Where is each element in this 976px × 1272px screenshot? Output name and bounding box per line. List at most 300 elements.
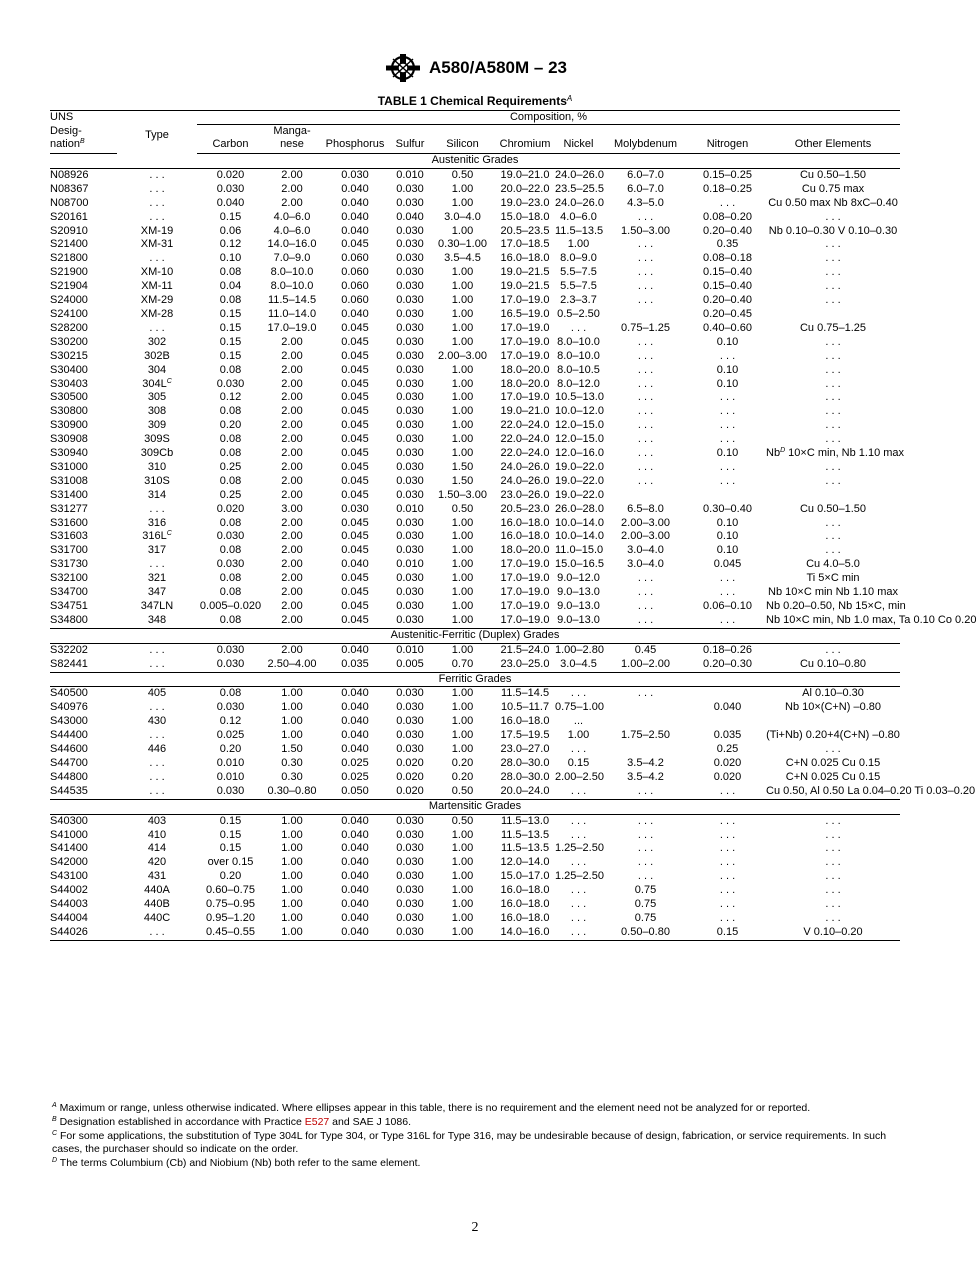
cell-text: 0.030 <box>396 544 424 557</box>
chromium-cell <box>495 729 555 743</box>
cell-text: N08367 <box>50 182 89 195</box>
manganese-cell <box>264 530 320 544</box>
chromium-cell <box>495 687 555 701</box>
cell-text: V 0.10–0.20 <box>803 925 863 938</box>
cell-text: 8.0–10.0 <box>270 280 314 293</box>
cell-text: 0.25 <box>219 488 242 501</box>
uns-cell <box>50 280 117 294</box>
other-elements-cell <box>766 391 900 405</box>
cell-text: 1.00 <box>451 447 474 460</box>
cell-text: 0.030 <box>396 884 424 897</box>
phosphorus-cell <box>320 419 390 433</box>
carbon-cell <box>197 447 264 461</box>
carbon-cell <box>197 870 264 884</box>
type-cell <box>117 701 197 715</box>
type-cell <box>117 558 197 572</box>
cell-text: 0.030 <box>396 391 424 404</box>
carbon-cell <box>197 294 264 308</box>
manganese-cell <box>264 378 320 392</box>
cell-text: . . . <box>719 433 736 446</box>
cell-text: 0.040 <box>396 210 424 223</box>
cell-text: 347LN <box>140 600 174 612</box>
cell-text: 6.5–8.0 <box>627 502 664 515</box>
cell-text: . . . <box>149 701 165 714</box>
sulfur-cell <box>390 280 430 294</box>
cell-text: 1.00 <box>451 743 474 756</box>
cell-text: 0.045 <box>341 349 369 362</box>
cell-text: 0.030 <box>396 715 424 728</box>
table-row <box>50 461 900 475</box>
chromium-cell <box>495 168 555 182</box>
type-cell <box>117 771 197 785</box>
nitrogen-cell <box>689 168 766 182</box>
nickel-cell <box>555 517 602 531</box>
nickel-cell <box>555 814 602 828</box>
cell-text: Nb <box>766 447 781 460</box>
cell-text: 17.0–19.0 <box>500 391 550 404</box>
cell-text: 0.030 <box>396 224 424 237</box>
sulfur-cell <box>390 572 430 586</box>
molybdenum-cell <box>602 266 689 280</box>
chromium-cell <box>495 715 555 729</box>
carbon-cell <box>197 308 264 322</box>
cell-text: . . . <box>825 898 841 911</box>
cell-text: 1.00 <box>281 729 303 742</box>
carbon-cell <box>197 898 264 912</box>
cell-text: 0.75 <box>634 911 657 924</box>
cell-text: S31008 <box>50 474 88 487</box>
silicon-cell <box>430 926 495 940</box>
sulfur-cell <box>390 378 430 392</box>
sulfur-cell <box>390 842 430 856</box>
molybdenum-cell <box>602 544 689 558</box>
cell-text: 1.00 <box>567 238 590 251</box>
cell-text: S43100 <box>50 870 88 883</box>
nickel-cell <box>555 600 602 614</box>
cell-text: 0.045 <box>341 600 369 612</box>
cell-text: 0.030 <box>396 474 424 487</box>
cell-text: 1.50–3.00 <box>621 224 670 237</box>
nickel-cell <box>555 489 602 503</box>
cell-text: 0.040 <box>341 898 369 911</box>
cell-text: 2.00 <box>281 391 303 404</box>
manganese-cell <box>264 211 320 225</box>
cell-text: XM-31 <box>140 238 174 251</box>
cell-text: 0.040 <box>341 814 369 827</box>
silicon-cell <box>430 884 495 898</box>
nickel-cell <box>555 558 602 572</box>
phosphorus-cell <box>320 336 390 350</box>
chromium-cell <box>495 419 555 433</box>
carbon-cell <box>197 785 264 799</box>
cell-text: 3.0–4.5 <box>560 657 597 670</box>
phosphorus-cell <box>320 252 390 266</box>
chromium-cell <box>495 378 555 392</box>
other-elements-cell <box>766 842 900 856</box>
type-cell <box>117 715 197 729</box>
cell-text: 0.75 <box>634 884 657 897</box>
cell-text: . . . <box>825 460 841 473</box>
cell-text: 2.00 <box>281 349 303 362</box>
manganese-cell <box>264 489 320 503</box>
silicon-cell <box>430 643 495 657</box>
cell-text: S34751 <box>50 600 88 612</box>
cell-text: . . . <box>719 911 736 924</box>
cell-text: 0.030 <box>396 252 424 265</box>
phosphorus-cell <box>320 517 390 531</box>
page-header <box>0 48 950 88</box>
carbon-cell <box>197 405 264 419</box>
type-cell <box>117 308 197 322</box>
cell-text: 302B <box>144 349 170 362</box>
cell-text: 0.030 <box>396 856 424 869</box>
cell-text: 0.050 <box>341 784 369 797</box>
carbon-cell <box>197 183 264 197</box>
chromium-cell <box>495 829 555 843</box>
cell-text: 0.18–0.26 <box>703 643 752 656</box>
cell-text: 0.10 <box>716 544 739 557</box>
cell-text: . . . <box>637 419 654 432</box>
cell-text: S44003 <box>50 898 88 911</box>
cell-text: . . . <box>637 252 654 265</box>
type-cell <box>117 600 197 614</box>
uns-cell <box>50 475 117 489</box>
nitrogen-cell <box>689 600 766 614</box>
chromium-cell <box>495 743 555 757</box>
uns-cell <box>50 926 117 940</box>
cell-text: 24.0–26.0 <box>555 168 604 181</box>
other-elements-cell <box>766 266 900 280</box>
cell-text: 0.040 <box>341 715 369 728</box>
cell-text: . . . <box>719 196 736 209</box>
molybdenum-cell <box>602 530 689 544</box>
cell-text: 0.08 <box>219 405 242 418</box>
cell-text: . . . <box>825 643 841 656</box>
cell-text: 2.00 <box>281 168 303 181</box>
chromium-header: Chromium <box>495 125 555 154</box>
chromium-cell <box>495 475 555 489</box>
nitrogen-cell <box>689 294 766 308</box>
cell-text: 0.10 <box>716 447 739 460</box>
nitrogen-cell <box>689 517 766 531</box>
manganese-cell <box>264 743 320 757</box>
table-title-footnote-mark: A <box>566 94 573 103</box>
nickel-cell <box>555 238 602 252</box>
nitrogen-cell <box>689 280 766 294</box>
cell-text: Nb 10×(C+N) –0.80 <box>785 701 881 714</box>
group-heading-row <box>50 672 900 687</box>
cell-text: 28.0–30.0 <box>500 770 550 783</box>
cell-text: 6.0–7.0 <box>627 182 664 195</box>
uns-cell <box>50 658 117 672</box>
cell-text: 0.040 <box>341 743 369 756</box>
nickel-cell <box>555 266 602 280</box>
footnote-d: $^D$ The terms Columbium (Cb) and Niobium (Nb) both refer to the same element. <box>52 1157 421 1170</box>
carbon-cell <box>197 643 264 657</box>
uns-cell <box>50 322 117 336</box>
type-cell <box>117 350 197 364</box>
sulfur-cell <box>390 643 430 657</box>
manganese-cell <box>264 757 320 771</box>
nitrogen-cell <box>689 433 766 447</box>
cell-text: S21904 <box>50 280 88 293</box>
silicon-cell <box>430 870 495 884</box>
phosphorus-cell <box>320 489 390 503</box>
nickel-cell <box>555 643 602 657</box>
cell-text: 8.0–10.0 <box>557 349 600 362</box>
sulfur-cell <box>390 658 430 672</box>
cell-text: Nb 0.10–0.30 V 0.10–0.30 <box>768 224 898 237</box>
cell-text: . . . <box>825 266 841 279</box>
cell-text: 0.060 <box>341 252 369 265</box>
nitrogen-cell <box>689 405 766 419</box>
chromium-cell <box>495 658 555 672</box>
uns-cell <box>50 643 117 657</box>
phosphorus-cell <box>320 870 390 884</box>
phosphorus-cell <box>320 658 390 672</box>
cell-text: 0.045 <box>713 558 742 571</box>
cell-text: XM-29 <box>140 294 174 307</box>
manganese-cell <box>264 447 320 461</box>
cell-text: Nb 0.20–0.50, Nb 15×C, min <box>766 600 906 612</box>
cell-text: . . . <box>570 743 587 756</box>
chromium-cell <box>495 461 555 475</box>
cell-text: . . . <box>825 335 841 348</box>
cell-text: 440A <box>144 884 170 897</box>
sulfur-cell <box>390 225 430 239</box>
cell-text: . . . <box>637 349 654 362</box>
manganese-cell <box>264 814 320 828</box>
cell-text: 22.0–24.0 <box>500 447 550 460</box>
cell-text: . . . <box>637 280 654 293</box>
phosphorus-cell <box>320 687 390 701</box>
phosphorus-cell <box>320 225 390 239</box>
cell-text: 0.20–0.30 <box>703 657 752 670</box>
silicon-cell <box>430 461 495 475</box>
carbon-cell <box>197 912 264 926</box>
cell-text: 0.5–2.50 <box>557 307 600 320</box>
nickel-cell <box>555 475 602 489</box>
cell-text: 8.0–12.0 <box>557 377 600 390</box>
cell-text: 26.0–28.0 <box>555 502 604 515</box>
type-cell <box>117 433 197 447</box>
other-elements-cell <box>766 715 900 729</box>
cell-text: 6.0–7.0 <box>627 168 664 181</box>
manganese-cell <box>264 517 320 531</box>
cell-text: 20.0–22.0 <box>500 182 550 195</box>
uns-cell <box>50 391 117 405</box>
phosphorus-cell <box>320 842 390 856</box>
cell-text: 0.030 <box>396 925 424 938</box>
cell-text: 1.00 <box>451 856 474 869</box>
chromium-cell <box>495 785 555 799</box>
molybdenum-cell <box>602 842 689 856</box>
type-cell <box>117 252 197 266</box>
table-row <box>50 336 900 350</box>
cell-text: 24.0–26.0 <box>500 474 550 487</box>
cell-text: 0.045 <box>341 572 369 585</box>
cell-text: S31277 <box>50 502 88 515</box>
nitrogen-cell <box>689 475 766 489</box>
cell-text: 23.0–26.0 <box>500 488 550 501</box>
cell-text: . . . <box>637 474 654 487</box>
carbon-header: Carbon <box>197 125 264 154</box>
other-elements-cell <box>766 643 900 657</box>
cell-text: 0.060 <box>341 280 369 293</box>
table-row <box>50 558 900 572</box>
cell-text: 0.030 <box>396 516 424 529</box>
sulfur-cell <box>390 391 430 405</box>
cell-text: 1.50 <box>451 460 474 473</box>
cell-text: 0.045 <box>341 321 369 334</box>
silicon-cell <box>430 614 495 628</box>
manganese-cell <box>264 168 320 182</box>
group-heading-row <box>50 628 900 643</box>
sulfur-cell <box>390 558 430 572</box>
molybdenum-cell <box>602 729 689 743</box>
chromium-cell <box>495 322 555 336</box>
cell-text: 16.5–19.0 <box>500 307 550 320</box>
sulfur-cell <box>390 433 430 447</box>
nickel-cell <box>555 870 602 884</box>
sulfur-cell <box>390 405 430 419</box>
cell-text: 10×C min, Nb 1.10 max <box>785 447 905 460</box>
phosphorus-cell <box>320 926 390 940</box>
cell-text: 1.00 <box>281 870 303 883</box>
cell-text: 17.0–19.0 <box>267 321 317 334</box>
cell-text: 0.15 <box>716 925 739 938</box>
other-elements-cell <box>766 294 900 308</box>
cell-text: . . . <box>825 516 841 529</box>
other-elements-cell <box>766 687 900 701</box>
cell-text: 316 <box>147 516 167 529</box>
type-cell <box>117 586 197 600</box>
cell-text: 0.40–0.60 <box>703 321 752 334</box>
cell-text: 0.040 <box>341 856 369 869</box>
cell-text: 5.5–7.5 <box>560 266 597 279</box>
type-cell <box>117 842 197 856</box>
cell-text: XM-19 <box>140 224 174 237</box>
manganese-cell <box>264 558 320 572</box>
cell-text: . . . <box>570 856 587 869</box>
cell-text: 347 <box>147 586 167 599</box>
type-cell <box>117 391 197 405</box>
silicon-cell <box>430 586 495 600</box>
sulfur-cell <box>390 600 430 614</box>
e527-link[interactable]: E527 <box>304 1115 330 1128</box>
cell-text: . . . <box>570 925 587 938</box>
cell-text: Cu 0.10–0.80 <box>799 657 867 670</box>
cell-text: 2.00 <box>281 363 303 376</box>
cell-text: . . . <box>149 657 165 670</box>
manganese-cell <box>264 643 320 657</box>
other-elements-cell <box>766 183 900 197</box>
cell-text: S44002 <box>50 884 88 897</box>
manganese-cell <box>264 308 320 322</box>
other-elements-cell <box>766 586 900 600</box>
other-elements-cell <box>766 517 900 531</box>
manganese-cell <box>264 183 320 197</box>
cell-text: 0.040 <box>341 224 369 237</box>
molybdenum-cell <box>602 814 689 828</box>
cell-text: 0.20 <box>451 756 474 769</box>
table-row <box>50 757 900 771</box>
molybdenum-cell <box>602 771 689 785</box>
uns-cell <box>50 266 117 280</box>
cell-text: S30908 <box>50 433 88 446</box>
cell-text: S30200 <box>50 335 88 348</box>
uns-cell <box>50 771 117 785</box>
cell-text: 0.040 <box>341 925 369 938</box>
cell-text: 15.0–18.0 <box>500 210 550 223</box>
phosphorus-cell <box>320 461 390 475</box>
cell-text: 1.00 <box>451 419 474 432</box>
cell-text: 11.0–15.0 <box>555 544 604 557</box>
cell-text: 0.030 <box>396 572 424 585</box>
phosphorus-cell <box>320 183 390 197</box>
cell-text: 310 <box>147 460 167 473</box>
cell-text: . . . <box>825 842 841 855</box>
cell-text: . . . <box>637 391 654 404</box>
nitrogen-cell <box>689 461 766 475</box>
cell-text: 0.030 <box>216 643 245 656</box>
cell-text: Cu 0.75–1.25 <box>799 321 867 334</box>
cell-text: 2.00 <box>281 474 303 487</box>
cell-text: 431 <box>147 870 167 883</box>
cell-text: 16.0–18.0 <box>500 530 550 543</box>
cell-text: 0.15–0.40 <box>703 280 752 293</box>
cell-text: 12.0–14.0 <box>500 856 550 869</box>
cell-text: 19.0–22.0 <box>555 488 604 501</box>
cell-text: 19.0–22.0 <box>555 460 604 473</box>
cell-text: 0.040 <box>341 870 369 883</box>
sulfur-cell <box>390 530 430 544</box>
uns-cell <box>50 447 117 461</box>
cell-text: 0.030 <box>396 238 424 251</box>
chromium-cell <box>495 336 555 350</box>
silicon-cell <box>430 898 495 912</box>
chromium-cell <box>495 225 555 239</box>
cell-text: . . . <box>719 391 736 404</box>
molybdenum-cell <box>602 856 689 870</box>
molybdenum-cell <box>602 701 689 715</box>
cell-text: . . . <box>637 335 654 348</box>
cell-text: . . . <box>637 687 654 700</box>
other-elements-cell <box>766 600 906 614</box>
cell-text: 0.030 <box>396 321 424 334</box>
cell-text: 0.045 <box>341 447 369 460</box>
type-cell <box>117 419 197 433</box>
phosphorus-cell <box>320 729 390 743</box>
molybdenum-cell <box>602 658 689 672</box>
type-cell <box>117 183 197 197</box>
other-elements-cell <box>766 336 900 350</box>
nickel-cell <box>555 658 602 672</box>
carbon-cell <box>197 517 264 531</box>
cell-text: 23.0–25.0 <box>500 657 550 670</box>
cell-text: 2.00 <box>281 182 303 195</box>
cell-text: . . . <box>149 168 165 181</box>
footnote-mark: C <box>166 530 172 538</box>
nickel-cell <box>555 294 602 308</box>
cell-text: 1.00 <box>451 516 474 529</box>
uns-cell <box>50 433 117 447</box>
other-elements-cell <box>766 350 900 364</box>
cell-text: 0.045 <box>341 391 369 404</box>
cell-text: S21900 <box>50 266 88 279</box>
silicon-cell <box>430 322 495 336</box>
uns-cell <box>50 785 117 799</box>
